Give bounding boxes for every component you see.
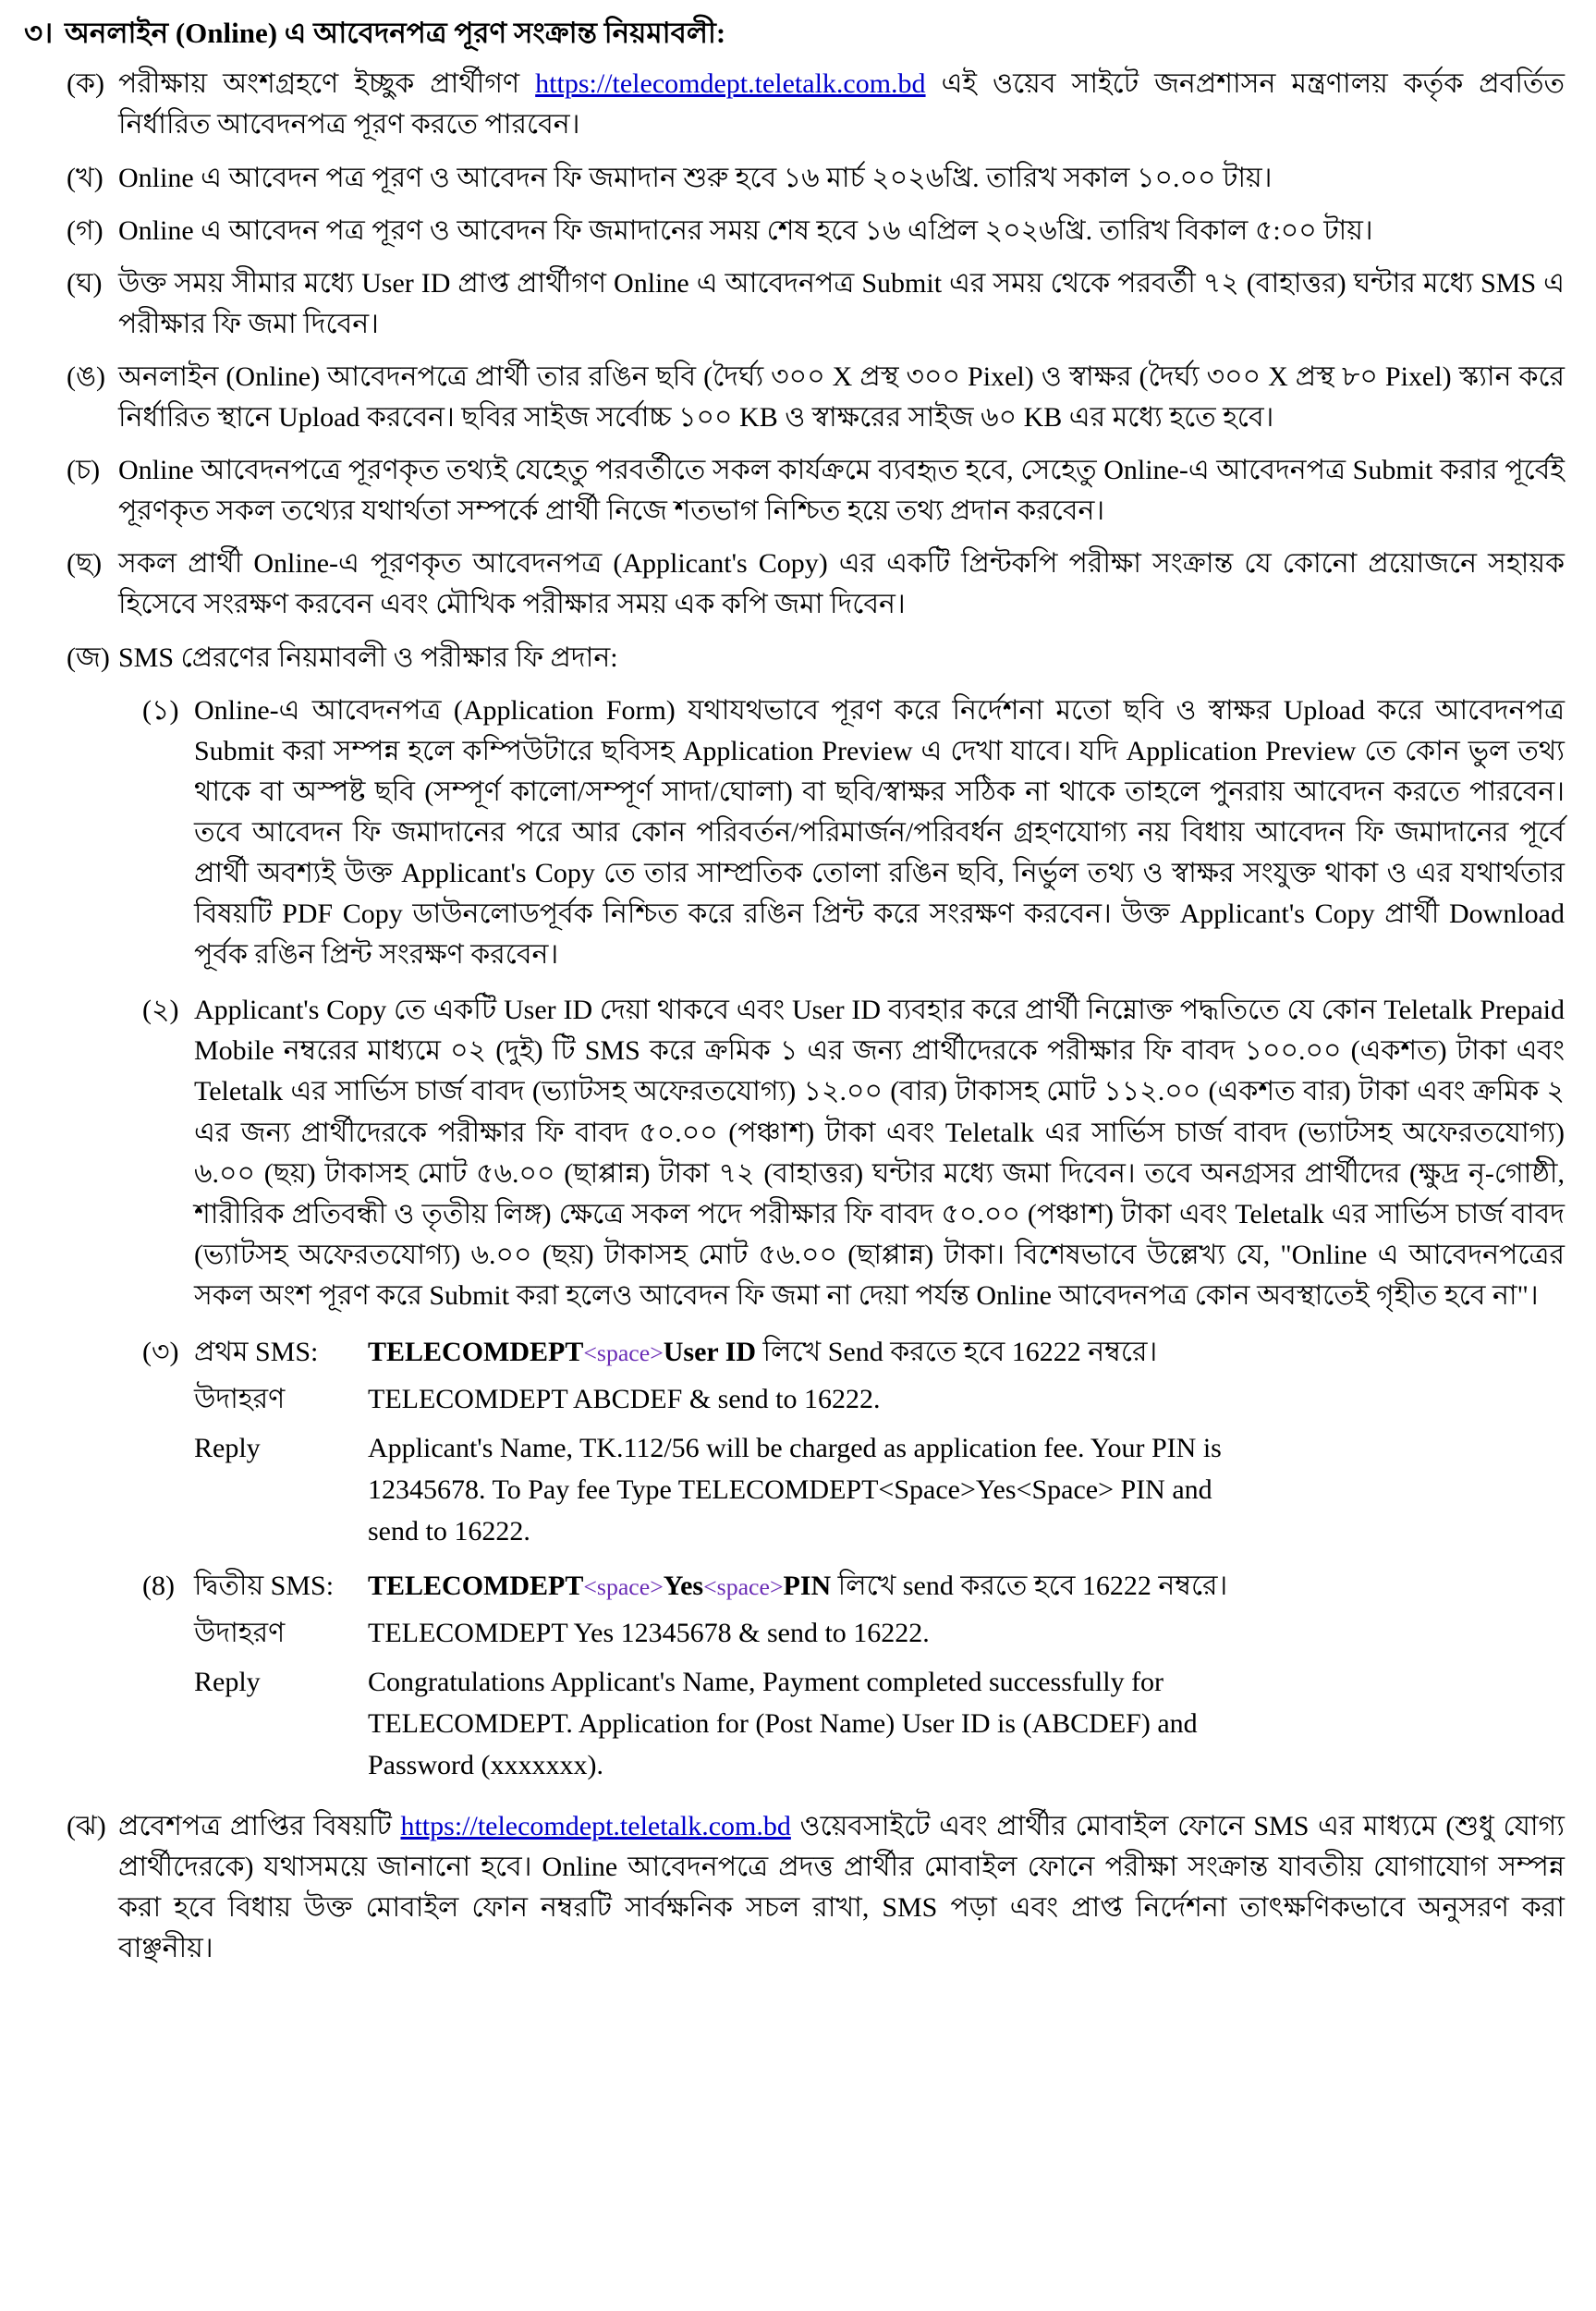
space-tag-icon: <space> [583, 1339, 664, 1367]
section-number: ৩। [24, 17, 54, 49]
sub-body: Applicant's Copy তে একটি User ID দেয়া থাকবে এবং User ID ব্যবহার করে প্রার্থী নিম্নোক্ত পদ্ধতিতে যে কোন Teletalk Prepaid Mobile নম্বরের মাধ্যমে ০২ (দুই) টি SMS করে ক্রমিক ১ এর জন্য প্রার্থীদেরকে পরীক্ষার ফি বাবদ ১০০.০০ (একশত) টাকা এবং Teletalk এর সার্ভিস চার্জ বাবদ (ভ্যাটসহ অফেরতযোগ্য) ১২.০০ (বার) টাকাসহ মোট ১১২.০০ (একশত বার) টাকা এবং ক্রমিক ২ এর জন্য প্রার্থীদেরকে পরীক্ষার ফি বাবদ ৫০.০০ (পঞ্চাশ) টাকা এবং Teletalk এর সার্ভিস চার্জ বাবদ (ভ্যাটসহ অফেরতযোগ্য) ৬.০০ (ছয়) টাকাসহ মোট ৫৬.০০ (ছাপ্পান্ন) টাকা ৭২ (বাহাত্তর) ঘন্টার মধ্যে জমা দিবেন। তবে অনগ্রসর প্রার্থীদের (ক্ষুদ্র নৃ-গোষ্ঠী, শারীরিক প্রতিবন্ধী ও তৃতীয় লিঙ্গ) ক্ষেত্রে সকল পদে পরীক্ষার ফি বাবদ ৫০.০০ (পঞ্চাশ) টাকা এবং Teletalk এর সার্ভিস চার্জ বাবদ (ভ্যাটসহ অফেরতযোগ্য) ৬.০০ (ছয়) টাকাসহ মোট ৫৬.০০ (ছাপ্পান্ন) টাকা। বিশেষভাবে উল্লেখ্য যে, "Online এ আবেদনপত্রের সকল অংশ পূরণ করে Submit করা হলেও আবেদন ফি জমা না দেয়া পর্যন্ত Online আবেদনপত্র কোন অবস্থাতেই গৃহীত হবে না"। [194, 995, 1565, 1311]
sms-second-example-text: TELECOMDEPT Yes 12345678 & send to 16222. [368, 1618, 930, 1649]
sms-keyword: TELECOMDEPT [368, 1571, 584, 1602]
list-marker: (ছ) [67, 548, 103, 580]
list-body: SMS প্রেরণের নিয়মাবলী ও পরীক্ষার ফি প্রদান: [118, 642, 618, 673]
sms-first-reply-label: Reply [194, 1433, 261, 1464]
section-title: অনলাইন (Online) এ আবেদনপত্র পূরণ সংক্রান্ত নিয়মাবলী: [65, 17, 726, 49]
list-item-cha [24, 450, 1565, 532]
list-marker: (ঝ) [67, 1811, 106, 1842]
sms-first-format [368, 1331, 1565, 1373]
sms-second-label: দ্বিতীয় SMS: [194, 1571, 335, 1602]
list-item-ga [24, 211, 1565, 251]
sms-first-format-row [24, 1331, 1565, 1373]
sms-second-example-label: উদাহরণ [194, 1618, 286, 1649]
section-heading [24, 13, 1565, 53]
sms-first-example-row [24, 1378, 1565, 1420]
reply-line-2: TELECOMDEPT. Application for (Post Name) User ID is (ABCDEF) and [368, 1708, 1198, 1740]
sms-second-format [368, 1565, 1565, 1607]
list-item-jha [24, 1806, 1565, 1969]
jha-text-before: প্রবেশপত্র প্রাপ্তির বিষয়টি [118, 1811, 401, 1842]
sub-marker: (৩) [142, 1337, 179, 1368]
space-tag-icon: <space> [703, 1573, 784, 1601]
list-marker: (ঙ) [67, 361, 105, 392]
reply-line-1: Applicant's Name, TK.112/56 will be charged as application fee. Your PIN is [368, 1433, 1222, 1464]
list-item-uma [24, 357, 1565, 438]
sms-second-format-row [24, 1565, 1565, 1607]
sms-field-yes: Yes [663, 1571, 704, 1602]
jha-text-after: ওয়েবসাইটে এবং প্রার্থীর মোবাইল ফোনে SMS এর মাধ্যমে (শুধু যোগ্য প্রার্থীদেরকে) যথাসময়ে জানানো হবে। Online আবেদনপত্রে প্রদত্ত প্রার্থীর মোবাইল ফোনে পরীক্ষা সংক্রান্ত যাবতীয় যোগাযোগ সম্পন্ন করা হবে বিধায় উক্ত মোবাইল ফোন নম্বরটি সার্বক্ষনিক সচল রাখা, SMS পড়া এবং প্রাপ্ত নির্দেশনা তাৎক্ষণিকভাবে অনুসরণ করা বাঞ্ছনীয়। [118, 1811, 1565, 1964]
list-body: অনলাইন (Online) আবেদনপত্রে প্রার্থী তার রঙিন ছবি (দৈর্ঘ্য ৩০০ X প্রস্থ ৩০০ Pixel) ও স্বাক্ষর (দৈর্ঘ্য ৩০০ X প্রস্থ ৮০ Pixel) স্ক্যান করে নির্ধারিত স্থানে Upload করবেন। ছবির সাইজ সর্বোচ্চ ১০০ KB ও স্বাক্ষরের সাইজ ৬০ KB এর মধ্যে হতে হবে। [118, 361, 1565, 434]
list-item-ja [24, 638, 1565, 679]
list-marker: (খ) [67, 162, 104, 193]
sms-first-example-label: উদাহরণ [194, 1384, 286, 1415]
sms-second-suffix: লিখে send করতে হবে 16222 নম্বরে। [837, 1571, 1228, 1602]
numbered-sublist [24, 691, 1565, 1316]
lettered-list-tail [24, 1806, 1565, 1969]
list-marker: (জ) [67, 642, 110, 673]
sms-first-reply-text [368, 1427, 1565, 1552]
list-marker: (ঘ) [67, 267, 103, 299]
sms-second-example-row [24, 1612, 1565, 1654]
list-body [118, 64, 1565, 145]
list-item-kha [24, 158, 1565, 199]
sms-first-reply-row [24, 1427, 1565, 1552]
list-body: সকল প্রার্থী Online-এ পূরণকৃত আবেদনপত্র (Applicant's Copy) এর একটি প্রিন্টকপি পরীক্ষা সংক্রান্ত যে কোনো প্রয়োজনে সহায়ক হিসেবে সংরক্ষণ করবেন এবং মৌখিক পরীক্ষার সময় এক কপি জমা দিবেন। [118, 548, 1565, 620]
sms-first-example-text: TELECOMDEPT ABCDEF & send to 16222. [368, 1384, 881, 1415]
sms-field-pin: PIN [783, 1571, 832, 1602]
list-item-chha [24, 544, 1565, 625]
list-body: Online এ আবেদন পত্র পূরণ ও আবেদন ফি জমাদানের সময় শেষ হবে ১৬ এপ্রিল ২০২৬খ্রি. তারিখ বিকাল ৫:০০ টায়। [118, 214, 1373, 246]
space-tag-icon: <space> [583, 1573, 664, 1601]
sub-marker: (১) [142, 694, 179, 726]
sms-second-reply-label: Reply [194, 1667, 261, 1698]
sms-second-reply-row [24, 1661, 1565, 1786]
list-body: Online এ আবেদন পত্র পূরণ ও আবেদন ফি জমাদান শুরু হবে ১৬ মার্চ ২০২৬খ্রি. তারিখ সকাল ১০.০০ টায়। [118, 162, 1273, 193]
list-marker: (চ) [67, 455, 101, 486]
sub-body: Online-এ আবেদনপত্র (Application Form) যথাযথভাবে পূরণ করে নির্দেশনা মতো ছবি ও স্বাক্ষর Upload করে আবেদনপত্র Submit করা সম্পন্ন হলে কম্পিউটারে ছবিসহ Application Preview এ দেখা যাবে। যদি Application Preview তে কোন ভুল তথ্য থাকে বা অস্পষ্ট ছবি (সম্পূর্ণ কালো/সম্পূর্ণ সাদা/ঘোলা) বা ছবি/স্বাক্ষর সঠিক না থাকে তাহলে পুনরায় আবেদন করতে পারবেন। তবে আবেদন ফি জমাদানের পরে আর কোন পরিবর্তন/পরিমার্জন/পরিবর্ধন গ্রহণযোগ্য নয় বিধায় আবেদন ফি জমাদানের পূর্বে প্রার্থী অবশ্যই উক্ত Applicant's Copy তে তার সাম্প্রতিক তোলা রঙিন ছবি, নির্ভুল তথ্য ও স্বাক্ষর সংযুক্ত থাকা ও এর যথার্থতার বিষয়টি PDF Copy ডাউনলোডপূর্বক নিশ্চিত করে রঙিন প্রিন্ট করে সংরক্ষণ করবেন। উক্ত Applicant's Copy প্রার্থী Download পূর্বক রঙিন প্রিন্ট সংরক্ষণ করবেন। [194, 694, 1565, 971]
sub-marker: (8) [142, 1571, 175, 1602]
list-body: উক্ত সময় সীমার মধ্যে User ID প্রাপ্ত প্রার্থীগণ Online এ আবেদনপত্র Submit এর সময় থেকে পরবর্তী ৭২ (বাহাত্তর) ঘন্টার মধ্যে SMS এ পরীক্ষার ফি জমা দিবেন। [118, 267, 1565, 339]
sub-item-two [24, 990, 1565, 1316]
website-link[interactable]: https://telecomdept.teletalk.com.bd [400, 1811, 791, 1842]
reply-line-2: 12345678. To Pay fee Type TELECOMDEPT<Space>Yes<Space> PIN and [368, 1474, 1212, 1506]
ka-text-after: এই ওয়েব সাইটে জনপ্রশাসন মন্ত্রণালয় কর্তৃক প্রবর্তিত নির্ধারিত আবেদনপত্র পূরণ করতে পারবেন। [118, 68, 1565, 141]
website-link[interactable]: https://telecomdept.teletalk.com.bd [535, 68, 926, 100]
sms-field-userid: User ID [663, 1337, 757, 1368]
list-marker: (ক) [67, 68, 104, 100]
list-body: Online আবেদনপত্রে পূরণকৃত তথ্যই যেহেতু পরবর্তীতে সকল কার্যক্রমে ব্যবহৃত হবে, সেহেতু Online-এ আবেদনপত্র Submit করার পূর্বেই পূরণকৃত সকল তথ্যের যথার্থতা সম্পর্কে প্রার্থী নিজে শতভাগ নিশ্চিত হয়ে তথ্য প্রদান করবেন। [118, 455, 1565, 527]
sms-first-label: প্রথম SMS: [194, 1337, 319, 1368]
list-item-ka [24, 64, 1565, 145]
reply-line-3: Password (xxxxxxx). [368, 1750, 603, 1781]
sms-first-suffix: লিখে Send করতে হবে 16222 নম্বরে। [762, 1337, 1158, 1368]
sub-item-one [24, 691, 1565, 976]
ka-text-before: পরীক্ষায় অংশগ্রহণে ইচ্ছুক প্রার্থীগণ [118, 68, 536, 100]
list-marker: (গ) [67, 214, 104, 246]
reply-line-3: send to 16222. [368, 1516, 530, 1547]
reply-line-1: Congratulations Applicant's Name, Payment completed successfully for [368, 1667, 1164, 1698]
sms-keyword: TELECOMDEPT [368, 1337, 584, 1368]
sub-marker: (২) [142, 995, 179, 1026]
lettered-list [24, 64, 1565, 678]
sms-second-reply-text [368, 1661, 1565, 1786]
list-item-gha [24, 263, 1565, 345]
list-body [118, 1806, 1565, 1969]
